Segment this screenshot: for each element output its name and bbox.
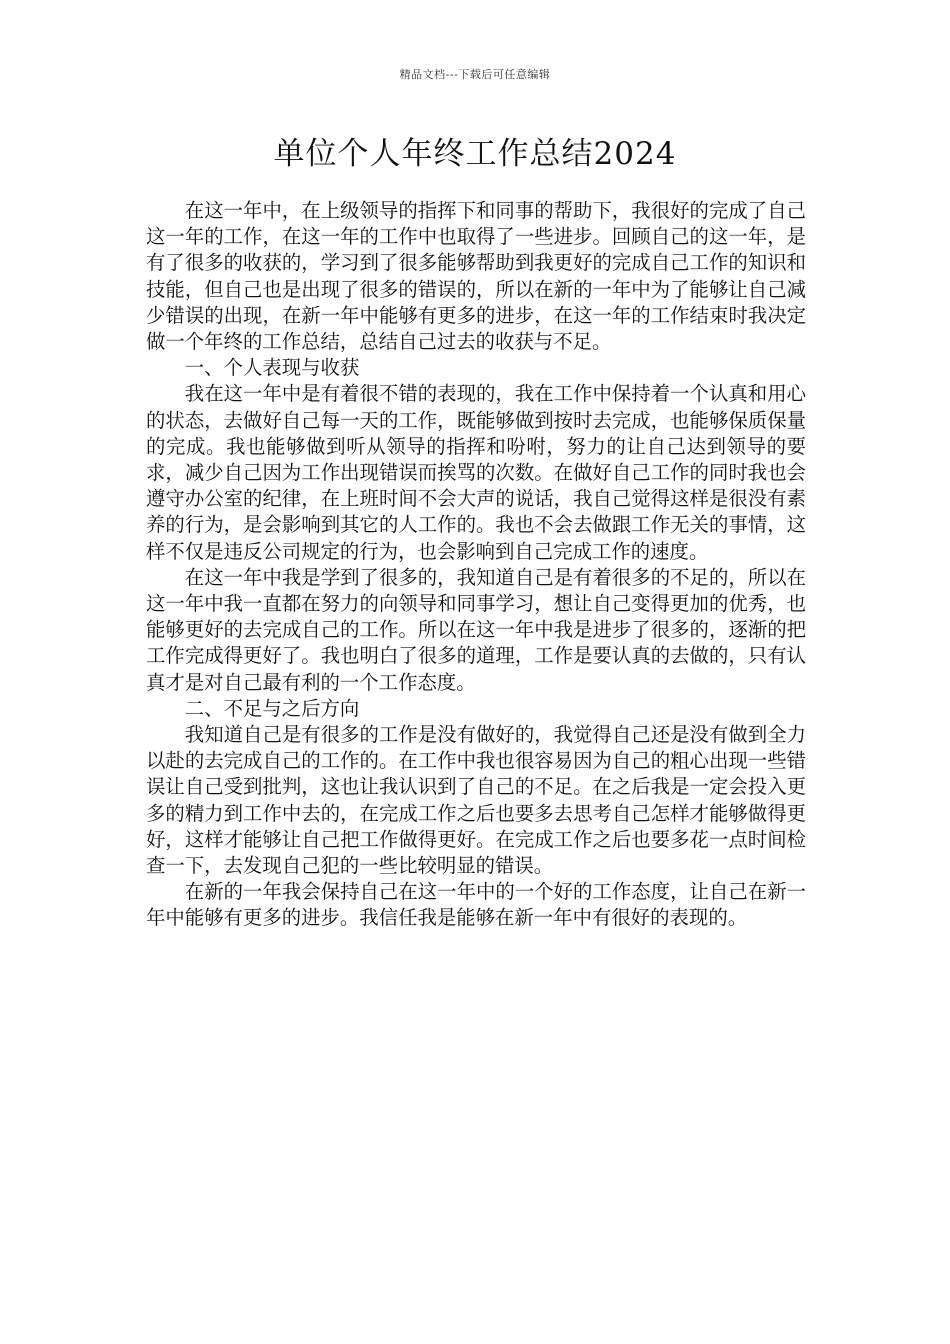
paragraph-conclusion: 在新的一年我会保持自己在这一年中的一个好的工作态度，让自己在新一年中能够有更多的进步。我信任我是能够在新一年中有很好的表现的。: [146, 880, 806, 930]
paragraph-learning: 在这一年中我是学到了很多的，我知道自己是有着很多的不足的，所以在这一年中我一直都在努力的向领导和同事学习，想让自己变得更加的优秀，也能够更好的去完成自己的工作。所以在这一年中我是进步了很多的，逐渐的把工作完成得更好了。我也明白了很多的道理，工作是要认真的去做的，只有认真才是对自己最有利的一个工作态度。: [146, 565, 806, 694]
paragraph-performance: 我在这一年中是有着很不错的表现的，我在工作中保持着一个认真和用心的状态，去做好自己每一天的工作，既能够做到按时去完成，也能够保质保量的完成。我也能够做到听从领导的指挥和吩咐，努力的让自己达到领导的要求，减少自己因为工作出现错误而挨骂的次数。在做好自己工作的同时我也会遵守办公室的纪律，在上班时间不会大声的说话，我自己觉得这样是很没有素养的行为，是会影响到其它的人工作的。我也不会去做跟工作无关的事情，这样不仅是违反公司规定的行为，也会影响到自己完成工作的速度。: [146, 382, 806, 563]
section-heading-2: 二、不足与之后方向: [184, 696, 360, 720]
paragraph-intro: 在这一年中，在上级领导的指挥下和同事的帮助下，我很好的完成了自己这一年的工作，在这一年的工作中也取得了一些进步。回顾自己的这一年，是有了很多的收获的，学习到了很多能够帮助到我更好的完成自己工作的知识和技能，但自己也是出现了很多的错误的，所以在新的一年中为了能够让自己减少错误的出现，在新一年中能够有更多的进步，在这一年的工作结束时我决定做一个年终的工作总结，总结自己过去的收获与不足。: [146, 199, 806, 354]
document-title: 单位个人年终工作总结2024: [273, 136, 677, 172]
paragraph-shortcomings: 我知道自己是有很多的工作是没有做好的，我觉得自己还是没有做到全力以赴的去完成自己的工作的。在工作中我也很容易因为自己的粗心出现一些错误让自己受到批判，这也让我认识到了自己的不足。在之后我是一定会投入更多的精力到工作中去的，在完成工作之后也要多去思考自己怎样才能够做得更好，这样才能够让自己把工作做得更好。在完成工作之后也要多花一点时间检查一下，去发现自己犯的一些比较明显的错误。: [146, 723, 806, 878]
document-body: [146, 198, 806, 932]
section-heading-1: 一、个人表现与收获: [184, 356, 360, 380]
header-note: 精品文档---下载后可任意编辑: [399, 68, 551, 81]
